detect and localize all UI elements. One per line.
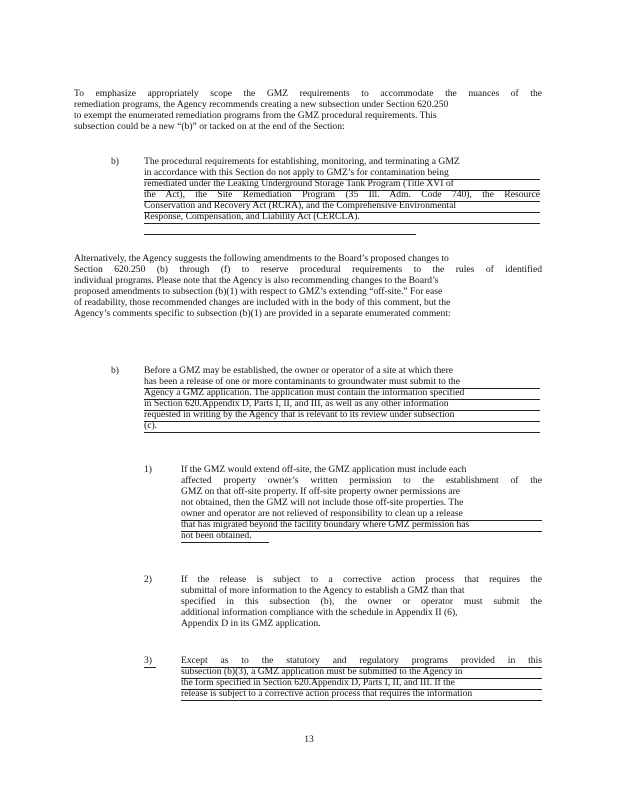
item1-line-3: GMZ on that off-site property. If off-site property owner permissions are — [181, 486, 461, 497]
proposal1-line-4: the Act), the Site Remediation Program (35 Ill. Adm. Code 740), the Resource — [144, 189, 540, 200]
proposal2-line-6: (c). — [144, 420, 158, 431]
item1-line-4: not obtained, then the GMZ will not include those off-site properties. The — [181, 497, 464, 508]
item1-line-7: not been obtained. — [181, 530, 252, 541]
proposal2-line-4: in Section 620.Appendix D, Parts I, II, and III, as well as any other information — [144, 398, 449, 409]
item1-number: 1) — [144, 464, 152, 475]
item2-number: 2) — [144, 574, 152, 585]
page-number: 13 — [304, 734, 314, 745]
intro-line-2: remediation programs, the Agency recommends creating a new subsection under Section 620.250 — [74, 99, 449, 110]
proposal1-line-5: Conservation and Recovery Act (RCRA), and the Comprehensive Environmental — [144, 200, 456, 211]
intro-line-1: To emphasize appropriately scope the GMZ requirements to accommodate the nuances of the — [74, 88, 542, 99]
proposal1-line-3: remediated under the Leaking Underground Storage Tank Program (Title XVI of — [144, 178, 454, 189]
intro-line-3: to exempt the enumerated remediation programs from the GMZ procedural requirements. This — [74, 110, 437, 121]
alt-line-2: Section 620.250 (b) through (f) to reserve procedural requirements to the rules of identified — [74, 264, 542, 275]
item3-line-2: subsection (b)(3), a GMZ application must be submitted to the Agency in — [181, 666, 463, 677]
proposal2-line-2: has been a release of one or more contaminants to groundwater must submit to the — [144, 376, 460, 387]
alt-line-4: proposed amendments to subsection (b)(1) with respect to GMZ’s extending “off-site.” For ease — [74, 286, 443, 297]
item3-line-4: release is subject to a corrective action process that requires the information — [181, 688, 473, 699]
proposal1-line-1: The procedural requirements for establishing, monitoring, and terminating a GMZ — [144, 156, 460, 167]
alt-line-5: of readability, those recommended changes are included with in the body of this comment, but the — [74, 297, 451, 308]
alt-line-6: Agency’s comments specific to subsection (b)(1) are provided in a separate enumerated comment: — [74, 308, 451, 319]
alt-line-3: individual programs. Please note that the Agency is also recommending changes to the Board’s — [74, 275, 439, 286]
item2-line-3: specified in this subsection (b), the owner or operator must submit the — [181, 596, 542, 607]
item3-line-3: the form specified in Section 620.Appendix D, Parts I, II, and III. If the — [181, 677, 455, 688]
proposal2-label: b) — [111, 365, 119, 376]
alt-line-1: Alternatively, the Agency suggests the following amendments to the Board’s proposed changes to — [74, 253, 449, 264]
item1-line-6: that has migrated beyond the facility boundary where GMZ permission has — [181, 519, 470, 530]
item2-line-5: Appendix D in its GMZ application. — [181, 618, 321, 629]
proposal1-line-6: Response, Compensation, and Liability Act (CERCLA). — [144, 211, 360, 222]
item2-line-2: submittal of more information to the Agency to establish a GMZ than that — [181, 585, 465, 596]
item1-line-1: If the GMZ would extend off-site, the GMZ application must include each — [181, 464, 467, 475]
intro-line-4: subsection could be a new “(b)” or tacked on at the end of the Section: — [74, 121, 345, 132]
item3-line-1: Except as to the statutory and regulatory programs provided in this — [181, 655, 542, 666]
item3-number: 3) — [144, 655, 152, 666]
item2-line-1: If the release is subject to a corrective action process that requires the — [181, 574, 542, 585]
item1-line-5: owner and operator are not relieved of responsibility to clean up a release — [181, 508, 463, 519]
proposal1-label: b) — [111, 156, 119, 167]
proposal2-line-1: Before a GMZ may be established, the owner or operator of a site at which there — [144, 365, 454, 376]
proposal1-line-2: in accordance with this Section do not apply to GMZ’s for contamination being — [144, 167, 449, 178]
proposal2-line-5: requested in writing by the Agency that is relevant to its review under subsection — [144, 409, 455, 420]
proposal2-line-3: Agency a GMZ application. The application must contain the information specified — [144, 387, 465, 398]
item2-line-4: additional information compliance with the schedule in Appendix II (6), — [181, 607, 458, 618]
item1-line-2: affected property owner’s written permission to the establishment of the — [181, 475, 542, 486]
